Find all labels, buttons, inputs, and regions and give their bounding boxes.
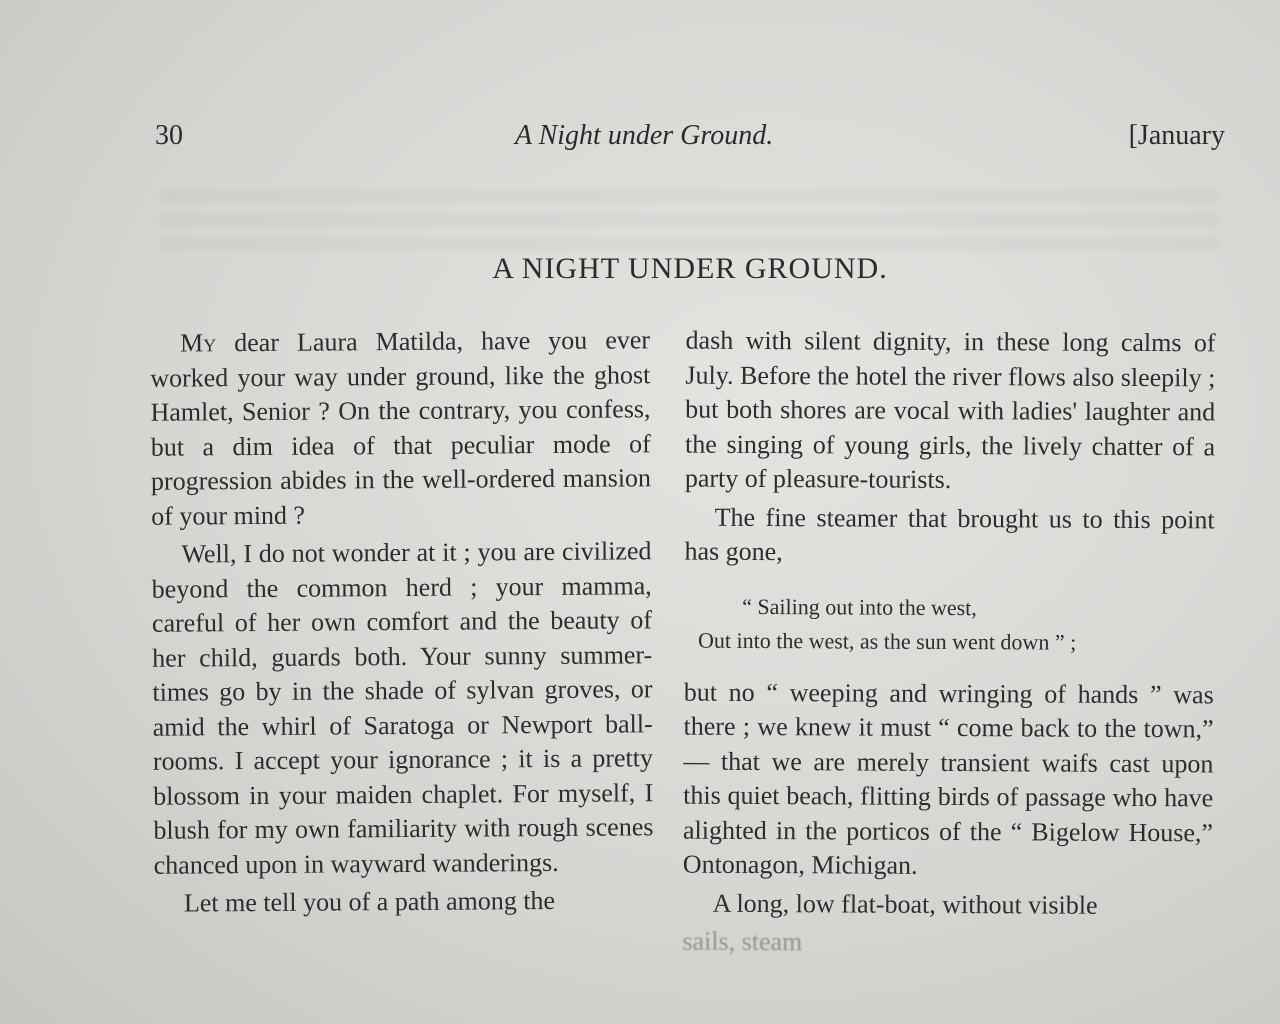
show-through-text <box>160 190 1220 250</box>
paragraph: Let me tell you of a path among the <box>183 885 556 918</box>
right-column <box>682 324 1215 966</box>
verse-line: “ Sailing out into the west, <box>742 593 977 620</box>
paragraph: Well, I do not wonder at it ; you are civilized beyond the common herd ; your mamma, careful of her own comfort and the beauty of her child, guards both. Your sunny summer-times go by in the shade of sylvan groves, or amid the whirl of Saratoga or Newport ball-rooms. I accept your ignorance ; it is a pretty blossom in your maiden chaplet. For myself, I blush for my own familiarity with rough scenes chanced upon in wayward wanderings. <box>151 536 654 880</box>
paragraph: The fine steamer that brought us to this point has gone, <box>684 502 1215 567</box>
paragraph-continuation: dash with silent dignity, in these long calms of July. Before the hotel the river flows also sleepily ; but both shores are vocal with ladies' laughter and the singing of young girls, the lively chatter of a party of pleasure-tourists. <box>684 325 1216 495</box>
running-head <box>155 120 1225 160</box>
running-date: [January <box>1128 120 1225 151</box>
cut-off-line: sails, steam <box>682 926 803 957</box>
paragraph-text: dear Laura Matilda, have you ever worked your way under ground, like the ghost Hamlet, Senior ? On the contrary, you confess, but a dim idea of that peculiar mode of progression abides in the well-ordered mansion of your mind ? <box>150 325 652 531</box>
paragraph: but no “ weeping and wringing of hands ” was there ; we knew it must “ come back to the town,” — that we are merely transient waifs cast upon this quiet beach, flitting birds of passage who have alighted in the porticos of the “ Bigelow House,” Ontonagon, Michigan. <box>682 677 1214 880</box>
left-column <box>150 323 654 925</box>
running-title: A Night under Ground. <box>515 120 774 151</box>
paragraph: A long, low flat-boat, without visible <box>712 888 1098 920</box>
verse-quote <box>684 589 1214 660</box>
paragraph <box>150 323 651 533</box>
article-title: A NIGHT UNDER GROUND. <box>492 252 888 285</box>
salutation-small-caps: My <box>179 328 217 358</box>
page-number: 30 <box>155 120 183 151</box>
verse-line: Out into the west, as the sun went down ” ; <box>697 627 1077 655</box>
